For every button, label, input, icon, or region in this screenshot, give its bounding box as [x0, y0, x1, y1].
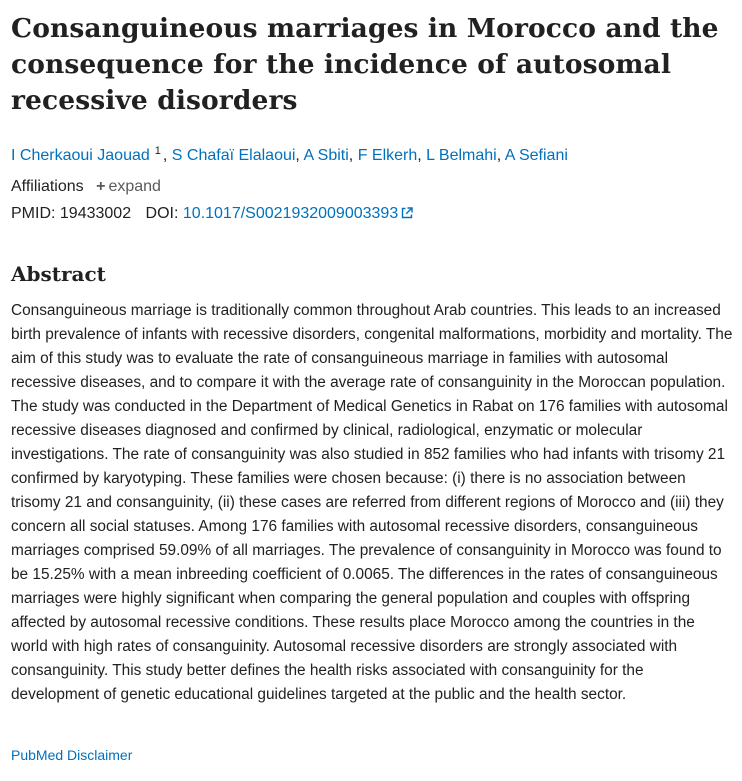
- expand-affiliations-button[interactable]: [96, 178, 161, 195]
- pmid-label: PMID:: [11, 205, 56, 222]
- author-link[interactable]: S Chafaï Elalaoui: [171, 147, 296, 164]
- identifiers-row: [11, 203, 413, 225]
- author-separator: ,: [417, 147, 427, 164]
- doi-label: DOI:: [145, 205, 179, 222]
- abstract-heading: Abstract: [11, 262, 106, 286]
- doi-link[interactable]: [183, 205, 413, 222]
- affiliation-number[interactable]: 1: [154, 145, 161, 157]
- author-link[interactable]: A Sefiani: [504, 147, 568, 164]
- doi-value: 10.1017/S0021932009003393: [182, 205, 399, 222]
- plus-icon: +: [96, 178, 106, 195]
- author-link[interactable]: L Belmahi: [426, 147, 497, 164]
- expand-label: expand: [108, 178, 161, 195]
- author-list: [11, 140, 568, 167]
- article-title: Consanguineous marriages in Morocco and the consequence for the incidence of autosomal recessive disorders: [11, 13, 719, 116]
- author-link[interactable]: F Elkerh: [357, 147, 418, 164]
- author-link[interactable]: I Cherkaoui Jaouad: [11, 147, 150, 164]
- author-separator: ,: [348, 147, 358, 164]
- abstract-text: Consanguineous marriage is traditionally common throughout Arab countries. This leads to an increased birth prevalence of infants with recessive disorders, congenital malformations, morbidity and mortality. The aim of this study was to evaluate the rate of consanguineous marriage in families with autosomal recessive diseases, and to compare it with the average rate of consanguinity in the Moroccan population. The study was conducted in the Department of Medical Genetics in Rabat on 176 families with autosomal recessive diseases diagnosed and confirmed by clinical, radiological, enzymatic or molecular investigations. The rate of consanguinity was also studied in 852 families who had infants with trisomy 21 confirmed by karyotyping. These families were chosen because: (i) there is no association between trisomy 21 and consanguinity, (ii) these cases are referred from different regions of Morocco and (iii) they concern all social statuses. Among 176 families with autosomal recessive disorders, consanguineous marriages comprised 59.09% of all marriages. The prevalence of consanguinity in Morocco was found to be 15.25% with a mean inbreeding coefficient of 0.0065. The differences in the rates of consanguineous marriages were highly significant when comparing the general population and couples with offspring affected by autosomal recessive conditions. These results place Morocco among the countries in the world with high rates of consanguinity. Autosomal recessive disorders are strongly associated with consanguinity. This study better defines the health risks associated with consanguinity for the development of genetic educational guidelines targeted at the public and the health sector.: [11, 302, 733, 703]
- external-link-icon: [401, 207, 413, 219]
- affiliations-row: [11, 176, 161, 198]
- author-separator: ,: [162, 147, 172, 164]
- affiliations-label: Affiliations: [11, 178, 84, 195]
- article-page: [11, 0, 735, 763]
- author-separator: ,: [295, 147, 304, 164]
- pubmed-disclaimer-link[interactable]: PubMed Disclaimer: [11, 747, 133, 763]
- author-separator: ,: [496, 147, 505, 164]
- author-link[interactable]: A Sbiti: [303, 147, 349, 164]
- pmid-value: 19433002: [59, 205, 132, 222]
